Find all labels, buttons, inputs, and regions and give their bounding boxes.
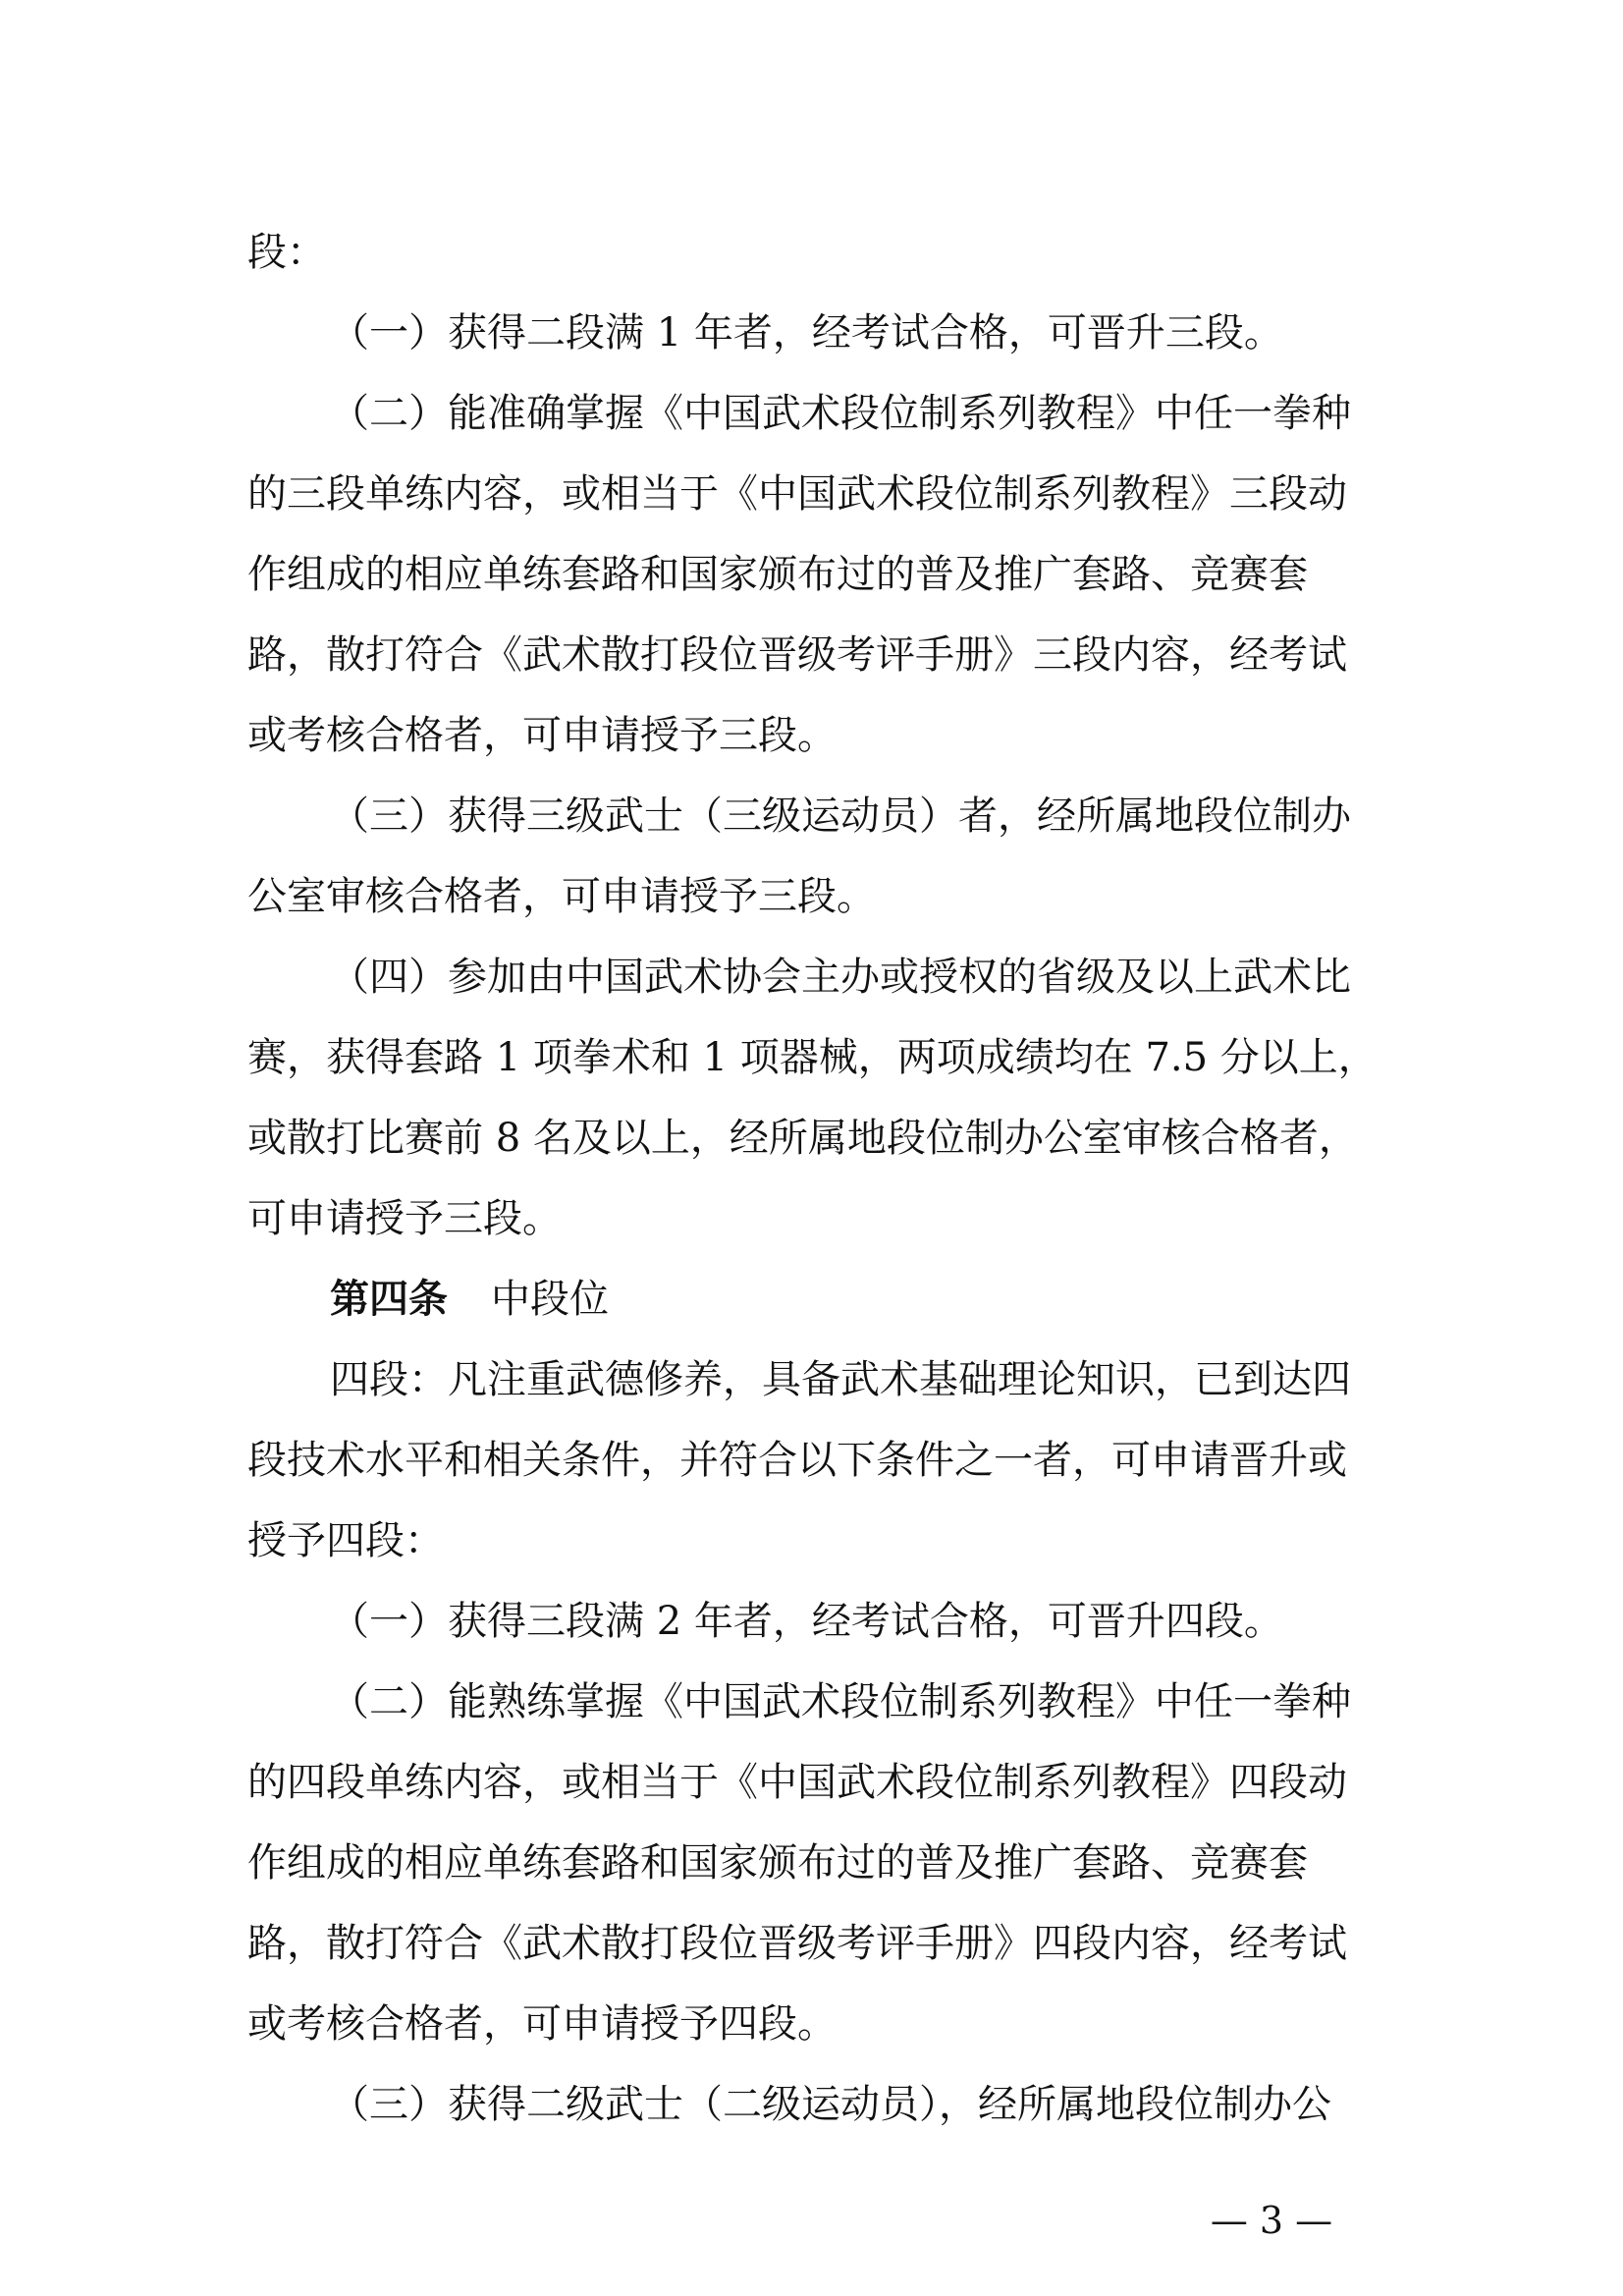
text-line: 段技术水平和相关条件，并符合以下条件之一者，可申请晋升或: [247, 1438, 1347, 1483]
text-line: 作组成的相应单练套路和国家颁布过的普及推广套路、竞赛套: [247, 1840, 1308, 1886]
text-line: 路，散打符合《武术散打段位晋级考评手册》三段内容，经考试: [247, 632, 1347, 678]
text-line: （一）获得二段满 1 年者，经考试合格，可晋升三段。: [330, 310, 1283, 355]
text-line: （三）获得二级武士（二级运动员），经所属地段位制办公: [330, 2082, 1331, 2127]
text-line: 公室审核合格者，可申请授予三段。: [247, 874, 876, 919]
text-line: 路，散打符合《武术散打段位晋级考评手册》四段内容，经考试: [247, 1921, 1347, 1966]
text-line: （二）能准确掌握《中国武术段位制系列教程》中任一拳种: [330, 391, 1351, 436]
text-line: 可申请授予三段。: [247, 1196, 562, 1241]
text-line: （二）能熟练掌握《中国武术段位制系列教程》中任一拳种: [330, 1679, 1351, 1724]
article-title: 中段位: [491, 1277, 609, 1322]
text-line: 作组成的相应单练套路和国家颁布过的普及推广套路、竞赛套: [247, 552, 1308, 597]
text-line: 四段：凡注重武德修养，具备武术基础理论知识，已到达四: [330, 1357, 1351, 1402]
text-line: 或考核合格者，可申请授予四段。: [247, 2001, 837, 2047]
text-line: 的三段单练内容，或相当于《中国武术段位制系列教程》三段动: [247, 471, 1347, 517]
document-body: [247, 212, 1388, 2145]
text-line: 或考核合格者，可申请授予三段。: [247, 713, 837, 758]
page-number: — 3 —: [1210, 2199, 1333, 2242]
text-line: 授予四段：: [247, 1518, 444, 1563]
text-line: （三）获得三级武士（三级运动员）者，经所属地段位制办: [330, 793, 1351, 839]
text-line: 段：: [247, 230, 326, 275]
text-line: （四）参加由中国武术协会主办或授权的省级及以上武术比: [330, 955, 1351, 1000]
text-line: 的四段单练内容，或相当于《中国武术段位制系列教程》四段动: [247, 1760, 1347, 1805]
text-line: 或散打比赛前 8 名及以上，经所属地段位制办公室审核合格者，: [247, 1116, 1358, 1161]
article-label: 第四条: [330, 1277, 448, 1322]
article-heading: [247, 1259, 1388, 1339]
text-line: 赛，获得套路 1 项拳术和 1 项器械，两项成绩均在 7.5 分以上，: [247, 1035, 1378, 1080]
text-line: （一）获得三段满 2 年者，经考试合格，可晋升四段。: [330, 1599, 1283, 1644]
